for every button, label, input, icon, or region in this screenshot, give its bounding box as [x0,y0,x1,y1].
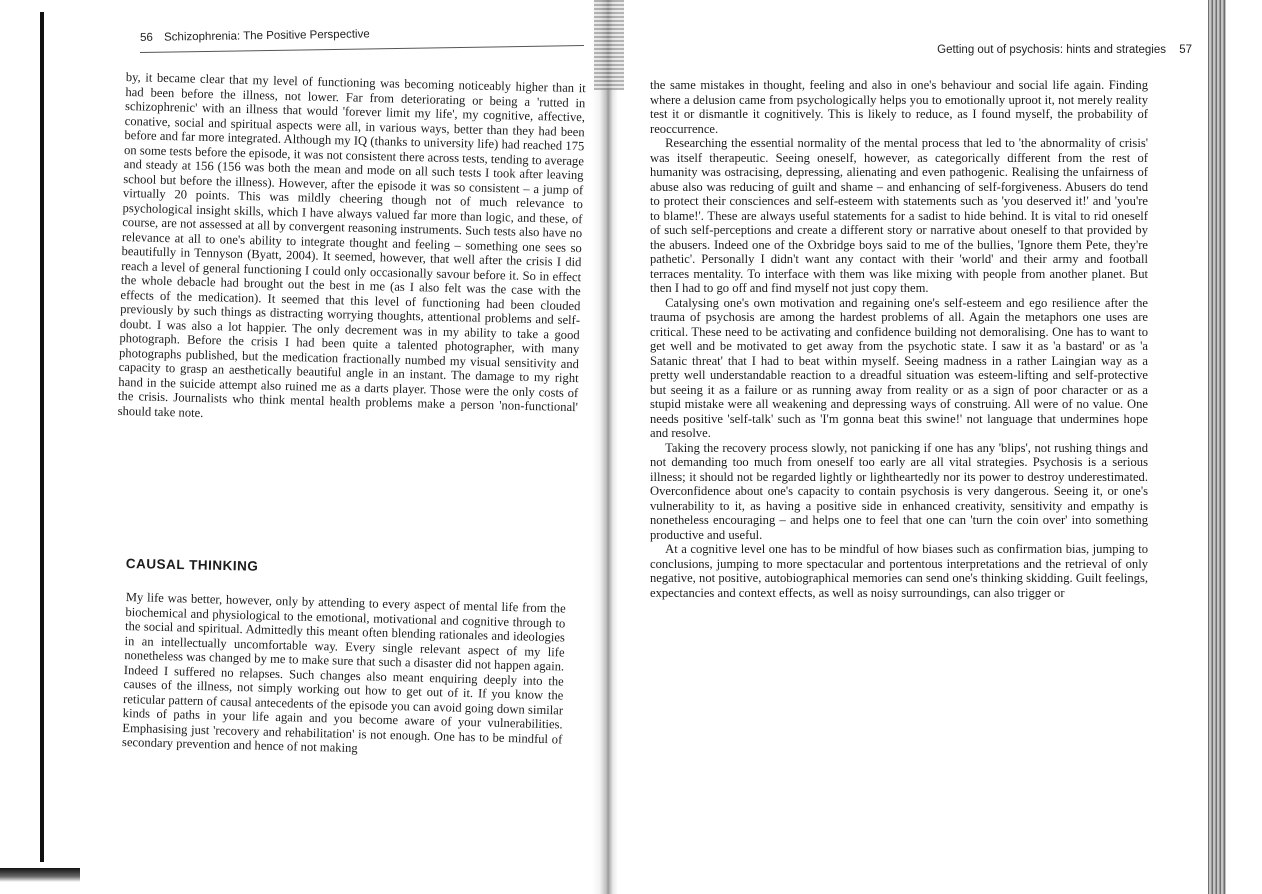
right-running-header [937,44,1192,56]
left-section-body [122,590,566,761]
right-paragraph: Taking the recovery process slowly, not panicking if one has any 'blips', not rushing things and not demanding too much from oneself too early are all vital strategies. Psychosis is a serious illness; it should not be regarded lightly or lightheartedly nor its power to destroy underestimated. Overconfidence about one's capacity to contain psychosis is very dangerous. Seeing it, or one's vulnerability to it, as having a positive side in enhanced creativity, sensitivity and empathy is nonetheless encouraging – and helps one to feel that one can 'turn the coin over' into something productive and useful. [650,440,1148,542]
right-paragraph: Researching the essential normality of the mental process that led to 'the abnormality of crisis' was itself therapeutic. Seeing oneself, however, as categorically different from the rest of humanity was ostracising, depressing, alienating and even pathogenic. Realising the unfairness of abuse also was reducing of guilt and shame – and enhancing of self-forgiveness. Abusers do tend to protect their consciences and self-esteem with statements such as 'you deserved it!' and 'you're to blame!'. These are always useful statements for a sadist to hide behind. It is vital to rid oneself of such self-perceptions and create a different story or narrative about oneself to that provided by the abusers. Indeed one of the Oxbridge boys said to me of the bullies, 'Ignore them Pete, they're pathetic'. Personally I didn't want any contact with their 'world' and their army and football terraces mentality. To interface with them was like mixing with people from another planet. But then I had to go off and find myself not just copy them. [650,136,1148,295]
left-paragraph: by, it became clear that my level of functioning was becoming noticeably higher than it had been before the illness, not lower. Far from deteriorating or being a 'rutted in schizophrenic' with an illness that would 'forever limit my life', my cognitive, affective, conative, social and spiritual aspects were all, in various ways, better than they had been before and far more integrated. Although my IQ (thanks to university life) had reached 175 on some tests before the episode, it was not consistent there across tests, tending to average and steady at 156 (156 was both the mean and mode on all such tests I took after leaving school but before the illness). However, after the episode it was so consistent – a jump of virtually 20 points. This was mildly cheering though not of much relevance to psychological insight skills, which I have always valued far more than logic, and these, of course, are not assessed at all by convergent reasoning instruments. Such tests also have no relevance at all to one's ability to integrate thought and feeling – something one sees so beautifully in Tennyson (Byatt, 2004). It seemed, however, that well after the crisis I did reach a level of general functioning I could only occasionally savour before it. So in effect the whole debacle had brought out the best in me (as I also felt was the case with the effects of the medication). It seemed that this level of functioning had been clouded previously by such things as distracting worrying thoughts, attentional problems and self-doubt. I was also a lot happier. The only decrement was in my ability to take a good photograph. Before the crisis I had been quite a talented photographer, with many photographs published, but the medication fractionally numbed my visual sensitivity and capacity to grasp an aesthetically beautiful angle in an instant. The damage to my right hand in the suicide attempt also ruined me as a darts player. Those were the only costs of the crisis. Journalists who think mental health problems make a person 'non-functional' should take note. [117,70,586,420]
right-header-title: Getting out of psychosis: hints and strategies [937,44,1166,56]
right-paragraph: the same mistakes in thought, feeling and also in one's behaviour and social life again. Finding where a delusion came from psychologically helps you to emotionally uproot it, not merely reality test it or dismantle it cognitively. This is likely to reduce, as I found myself, the probability of reoccurrence. [650,78,1148,136]
left-paragraph: My life was better, however, only by attending to every aspect of mental life from the biochemical and physiological to the emotional, motivational and cognitive through to the social and spiritual. Admittedly this meant often blending rationales and ideologies in an intellectually uncomfortable way. Every single relevant aspect of my life nonetheless was changed by me to make sure that such a disaster did not happen again. Indeed I suffered no relapses. Such changes also meant enquiring deeply into the causes of the illness, not simply working out how to get out of it. If you know the reticular pattern of causal antecedents of the episode you can avoid going down similar kinds of paths in your life again and you become aware of your vulnerabilities. Emphasising just 'recovery and rehabilitation' is not enough. One has to be mindful of secondary prevention and hence of not making [121,590,566,756]
scan-edge-bar [40,12,44,862]
header-rule [140,45,584,53]
left-running-header [140,28,370,44]
section-heading: CAUSAL THINKING [125,556,259,574]
left-page [0,0,608,894]
right-page [608,0,1262,894]
right-page-number: 57 [1179,44,1192,56]
scan-shadow [0,868,80,882]
right-body-text [650,78,1148,600]
right-paragraph: Catalysing one's own motivation and regaining one's self-esteem and ego resilience after the trauma of psychosis are among the hardest problems of all. Again the metaphors one uses are critical. These need to be activating and confidence building not demoralising. One has to want to get well and be motivated to get away from the psychotic state. I saw it as 'a bastard' or as 'a Satanic threat' that I had to beat within myself. Seeing madness in a rather Laingian way as a pretty well understandable reaction to a dreadful situation was esteem-lifting and self-protective but seeing it as a failure or as running away from reality or as a sign of poor character or as a stupid mistake were all weakening and depressing ways of construing. All were of no value. One needs positive 'self-talk' such as 'I'm gonna beat this swine!' not language that undermines hope and resolve. [650,295,1148,440]
left-body-text [117,70,585,429]
right-paragraph: At a cognitive level one has to be mindful of how biases such as confirmation bias, jumping to conclusions, jumping to more spectacular and portentous interpretations and the retrieval of only negative, not positive, autobiographical memories can send one's thinking skidding. Guilt feelings, expectancies and context effects, as well as noisy surroundings, can also trigger or [650,542,1148,600]
left-page-number: 56 [140,31,153,44]
page-edge-stack [1208,0,1226,894]
left-header-title: Schizophrenia: The Positive Perspective [163,28,370,44]
